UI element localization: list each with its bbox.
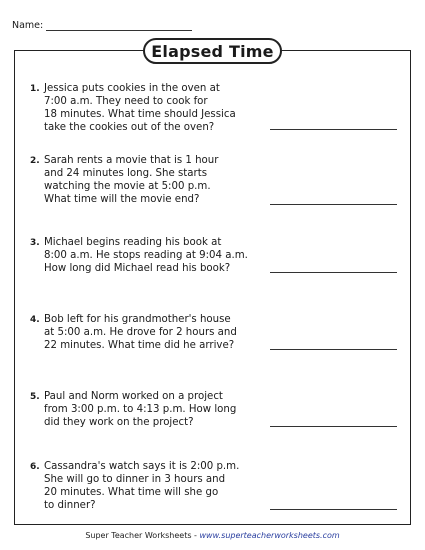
- page-footer: [0, 531, 425, 540]
- name-field-row: [12, 20, 192, 31]
- question-text: Cassandra's watch says it is 2:00 p.m. She will go to dinner in 3 hours and 20 minutes. What time will she go to dinner?: [44, 461, 240, 511]
- footer-link[interactable]: www.superteacherworksheets.com: [199, 531, 340, 540]
- worksheet-title: Elapsed Time: [143, 38, 282, 64]
- question-number: 2.: [30, 156, 40, 166]
- answer-line[interactable]: [270, 129, 397, 130]
- answer-line[interactable]: [270, 204, 397, 205]
- name-blank-line[interactable]: [46, 20, 192, 31]
- answer-line[interactable]: [270, 426, 397, 427]
- answer-line[interactable]: [270, 349, 397, 350]
- answer-line[interactable]: [270, 509, 397, 510]
- question-number: 6.: [30, 462, 40, 472]
- question-number: 4.: [30, 315, 40, 325]
- question-text: Bob left for his grandmother's house at 5:00 a.m. He drove for 2 hours and 22 minutes. What time did he arrive?: [44, 314, 237, 351]
- question-text: Jessica puts cookies in the oven at 7:00 a.m. They need to cook for 18 minutes. What time should Jessica take the cookies out of the oven?: [44, 83, 236, 133]
- question-text: Sarah rents a movie that is 1 hour and 24 minutes long. She starts watching the movie at 5:00 p.m. What time will the movie end?: [44, 155, 219, 205]
- name-label: Name:: [12, 20, 44, 31]
- question-number: 3.: [30, 238, 40, 248]
- question-text: Michael begins reading his book at 8:00 a.m. He stops reading at 9:04 a.m. How long did Michael read his book?: [44, 237, 248, 274]
- question-text: Paul and Norm worked on a project from 3:00 p.m. to 4:13 p.m. How long did they work on the project?: [44, 391, 237, 428]
- footer-text: Super Teacher Worksheets -: [85, 531, 200, 540]
- answer-line[interactable]: [270, 272, 397, 273]
- question-number: 5.: [30, 392, 40, 402]
- question-number: 1.: [30, 84, 40, 94]
